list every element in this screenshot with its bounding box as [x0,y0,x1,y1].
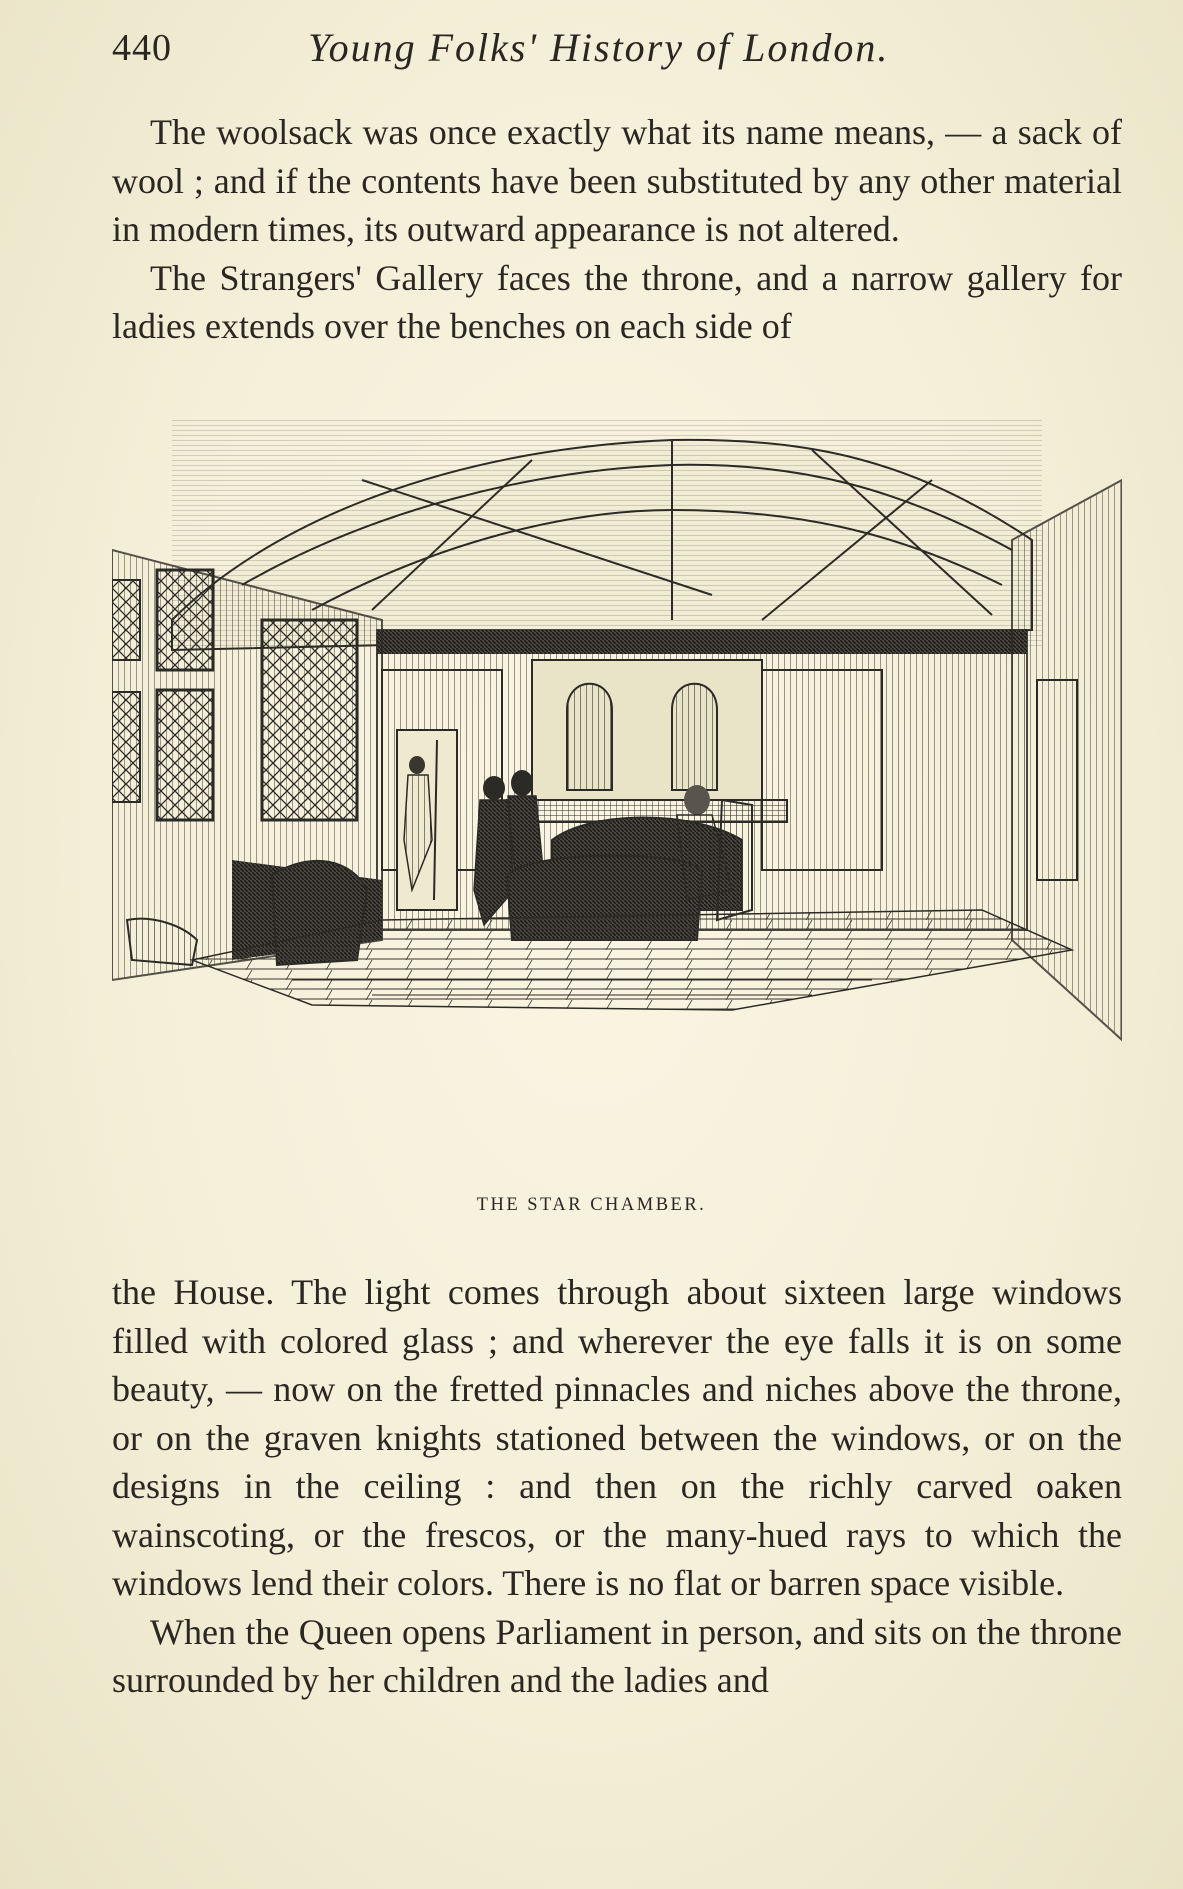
figure-caption: THE STAR CHAMBER. [476,1195,707,1215]
paragraph-strangers-gallery: The Strangers' Gallery faces the throne, and a narrow gallery for ladies extends over the benches on each side of [112,257,1122,346]
page-number: 440 [112,27,172,69]
paragraph-queen-opens-parliament: When the Queen opens Parliament in person, and sits on the throne surrounded by her children and the ladies and [112,1611,1122,1700]
paragraph-woolsack: The woolsack was once exactly what its name means, — a sack of wool ; and if the contents have been substituted by any other material in modern times, its outward appearance is not altered. [112,112,1122,249]
star-chamber-illustration [112,420,1122,1140]
body-text-top [112,108,1122,351]
doorway [397,730,457,910]
body-text-bottom [112,1268,1122,1705]
paragraph-continuation: the House. The light comes through about sixteen large windows filled with colored glass ; and wherever the eye falls it is on some beauty, — now on the fretted pinnacles and niches above the throne, or on the graven knights stationed between the windows, or on the designs in the ceiling : and then on the richly carved oaken wainscoting, or the frescos, or the many-hued rays to which the windows lend their colors. There is no flat or barren space visible. [112,1272,1122,1603]
running-title: Young Folks' History of London. [308,25,890,70]
running-head [112,20,1122,80]
